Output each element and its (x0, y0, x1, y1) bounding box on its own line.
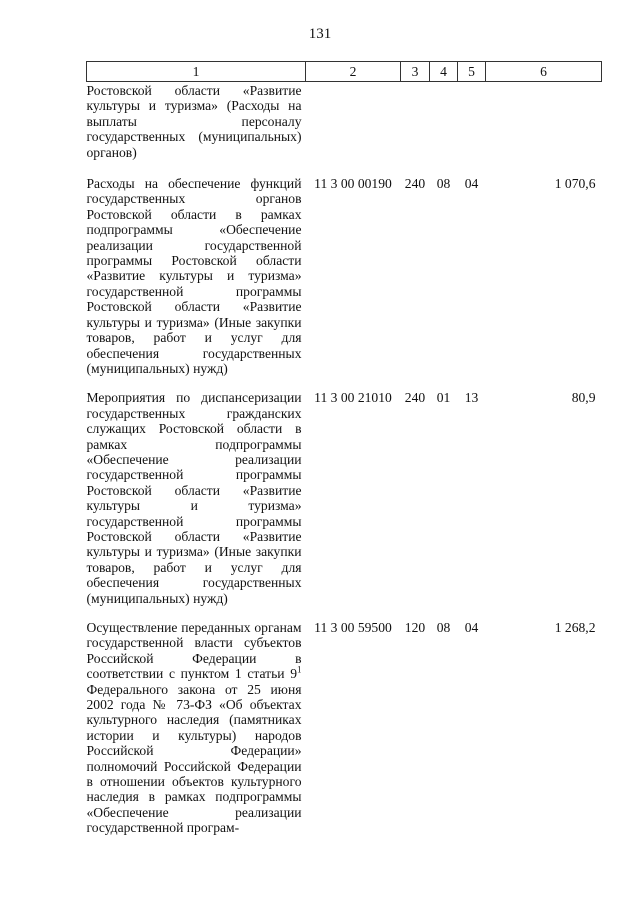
row-subsection: 13 (464, 390, 479, 406)
row-amount: 1 268,2 (554, 620, 596, 635)
column-header-1: 1 (87, 62, 306, 82)
column-header-5: 5 (458, 62, 486, 82)
row-amount (486, 82, 602, 177)
table-header-row (87, 62, 602, 82)
row-section (430, 82, 458, 177)
column-header-3: 3 (401, 62, 430, 82)
column-header-4: 4 (430, 62, 458, 82)
row-target-code: 11 3 00 59500 (314, 620, 392, 635)
row-target-code: 11 3 00 00190 (314, 176, 392, 192)
row-subsection: 04 (464, 176, 479, 192)
row-description: Расходы на обеспечение функций государственных органов Ростовской области в рамках подпрограммы «Обеспечение реализации государственной программы Ростовской области «Развитие культуры и туризма» государственной программы Ростовской области «Развитие культуры и туризма» (Иные закупки товаров, работ и услуг для обеспечения государственных (муниципальных) нужд) (86, 176, 302, 376)
row-expense-type: 120 (404, 620, 426, 635)
row-subsection (458, 82, 486, 177)
table-row (87, 620, 602, 850)
description-text-after: Федерального закона от 25 июня 2002 года № 73-ФЗ «Об объектах культурного наследия (памятниках истории и культуры) народов Российской Федерации» полномочий Российской Федерации в отношении объектов культурного наследия в рамках подпрограммы «Обеспечение реализации государственной програм- (86, 681, 302, 836)
description-text-before: Осуществление переданных органам государственной власти субъектов Российской Федерации в соответствии с пунктом 1 статьи 9 (86, 620, 302, 682)
table-row (87, 176, 602, 390)
row-target-code (306, 82, 401, 177)
row-amount: 80,9 (571, 390, 596, 406)
row-section: 08 (436, 620, 451, 635)
page-number: 131 (308, 26, 332, 42)
row-expense-type (401, 82, 430, 177)
row-description: Мероприятия по диспансеризации государственных гражданских служащих Ростовской области в рамках подпрограммы «Обеспечение реализации государственной программы Ростовской области «Развитие культуры и туризма» государственной программы Ростовской области «Развитие культуры и туризма» (Иные закупки товаров, работ и услуг для обеспечения государственных (муниципальных) нужд) (86, 390, 302, 606)
budget-table (86, 61, 602, 850)
row-section: 08 (436, 176, 451, 192)
column-header-6: 6 (486, 62, 602, 82)
column-header-2: 2 (306, 62, 401, 82)
row-expense-type: 240 (404, 390, 426, 406)
table-row (87, 390, 602, 620)
article-superscript: 1 (297, 664, 302, 675)
row-subsection: 04 (464, 620, 479, 635)
row-section: 01 (436, 390, 451, 406)
table-row (87, 82, 602, 177)
row-expense-type: 240 (404, 176, 426, 192)
row-amount: 1 070,6 (554, 176, 596, 192)
row-description: Ростовской области «Развитие культуры и туризма» (Расходы на выплаты персоналу государственных (муниципальных) органов) (86, 83, 302, 160)
row-description (87, 620, 306, 850)
row-target-code: 11 3 00 21010 (314, 390, 392, 406)
